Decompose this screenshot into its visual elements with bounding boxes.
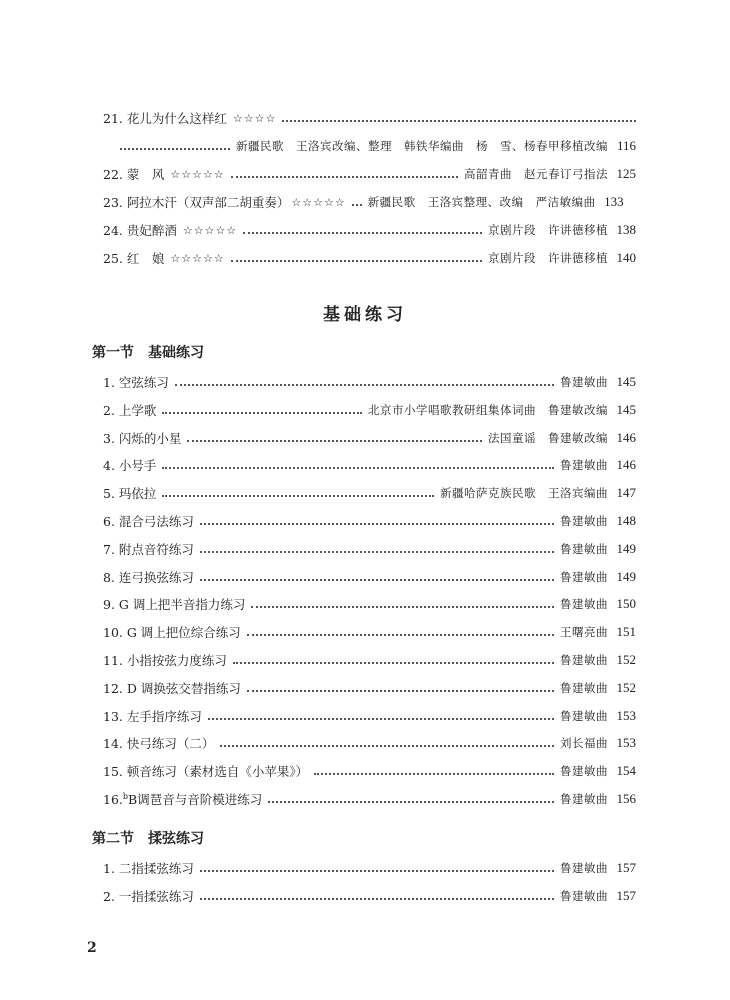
page-ref: 146 <box>616 429 636 445</box>
difficulty-stars: ☆☆☆☆☆ <box>182 223 238 237</box>
toc-entry <box>103 789 636 809</box>
toc-entry <box>103 567 636 587</box>
page-ref: 154 <box>616 763 636 779</box>
entry-title: 24. 贵妃醉酒 <box>103 223 177 238</box>
page-ref: 146 <box>616 457 636 473</box>
toc-entry <box>103 594 636 614</box>
entry-source: 刘长福曲 <box>560 736 608 751</box>
part-heading: 基础练习 <box>323 305 407 325</box>
entry-source: 鲁建敏曲 <box>560 708 608 723</box>
dot-leader <box>162 412 362 414</box>
entry-source: 鲁建敏曲 <box>560 680 608 695</box>
entry-source: 新疆民歌 王洛宾整理、改编 严洁敏编曲 <box>367 195 596 209</box>
entry-title: 1. 空弦练习 <box>103 375 169 390</box>
entry-title: 4. 小号手 <box>103 458 157 474</box>
dot-leader <box>175 384 554 386</box>
entry-title: 23. 阿拉木汗（双声部二胡重奏） <box>103 195 290 210</box>
dot-leader <box>162 495 434 497</box>
dot-leader <box>200 551 554 553</box>
entry-title: 14. 快弓练习（二） <box>103 736 215 752</box>
entry-source: 鲁建敏曲 <box>560 653 608 667</box>
entry-title: 15. 顿音练习（素材选自《小苹果》） <box>103 764 309 780</box>
dot-leader <box>352 204 362 206</box>
entry-source: 鲁建敏曲 <box>560 375 608 389</box>
entry-source: 鲁建敏曲 <box>560 764 608 779</box>
page-ref: 148 <box>616 513 636 528</box>
page-ref: 152 <box>616 679 636 695</box>
toc-entry <box>103 455 636 475</box>
entry-title: 9. G 调上把半音指力练习 <box>103 597 246 613</box>
toc-entry <box>103 886 636 906</box>
entry-source: 鲁建敏曲 <box>560 569 608 584</box>
entry-source: 京剧片段 许讲德移植 <box>488 223 608 237</box>
dot-leader <box>268 801 554 803</box>
section-heading: 第二节 揉弦练习 <box>92 831 204 847</box>
toc-entry <box>103 650 636 670</box>
entry-title: 2. 上学歌 <box>103 402 157 418</box>
toc-entry <box>103 192 636 212</box>
entry-title: 11. 小指按弦力度练习 <box>103 653 227 668</box>
entry-title: 13. 左手指序练习 <box>103 708 202 724</box>
page-ref: 125 <box>616 166 636 181</box>
toc-entry <box>103 400 636 420</box>
difficulty-stars: ☆☆☆☆ <box>232 111 277 125</box>
difficulty-stars: ☆☆☆☆☆ <box>291 195 346 209</box>
entry-source: 北京市小学唱歌教研组集体词曲 鲁建敏改编 <box>368 402 608 417</box>
key-letter: B <box>128 792 138 807</box>
entry-title <box>103 790 262 808</box>
toc-entry <box>103 706 636 726</box>
entry-title: 25. 红 娘 <box>103 251 165 266</box>
toc-entry <box>103 733 636 753</box>
dot-leader <box>247 634 554 636</box>
entry-source: 鲁建敏曲 <box>560 597 608 612</box>
dot-leader <box>314 773 554 775</box>
page-number: 2 <box>87 940 97 956</box>
entry-source: 鲁建敏曲 <box>560 541 608 556</box>
entry-title: 21. 花儿为什么这样红 <box>103 111 227 126</box>
section-heading: 第一节 基础练习 <box>92 345 204 361</box>
page-ref: 157 <box>616 860 636 875</box>
page-ref: 156 <box>616 791 636 806</box>
entry-source: 新疆哈萨克族民歌 王洛宾编曲 <box>440 486 608 501</box>
toc-entry <box>103 164 636 184</box>
toc-entry <box>103 372 636 392</box>
toc-entry <box>103 511 636 531</box>
entry-title: 3. 闪烁的小星 <box>103 430 182 446</box>
toc-entry <box>103 622 636 642</box>
entry-title: 2. 一指揉弦练习 <box>103 889 194 904</box>
dot-leader <box>200 523 554 525</box>
entry-title-text: 调琶音与音阶模进练习 <box>137 792 263 807</box>
entry-source: 京剧片段 许讲德移植 <box>488 251 608 265</box>
page-ref: 149 <box>616 540 636 556</box>
dot-leader <box>243 232 482 234</box>
page-ref: 149 <box>616 568 636 584</box>
page-ref: 116 <box>616 138 636 153</box>
entry-source: 王曙亮曲 <box>560 625 608 640</box>
entry-source: 鲁建敏曲 <box>560 889 608 903</box>
dot-leader <box>120 148 230 150</box>
page-ref: 145 <box>616 401 636 417</box>
dot-leader <box>231 176 458 178</box>
dot-leader <box>251 606 554 608</box>
page-ref: 133 <box>604 194 624 209</box>
entry-source: 鲁建敏曲 <box>560 861 608 875</box>
entry-title: 12. D 调换弦交替指练习 <box>103 680 241 696</box>
toc-entry <box>103 858 636 878</box>
dot-leader <box>200 870 554 872</box>
toc-entry <box>103 678 636 698</box>
entry-title: 5. 玛依拉 <box>103 486 157 502</box>
dot-leader <box>231 260 482 262</box>
toc-entry <box>103 220 636 240</box>
entry-title: 6. 混合弓法练习 <box>103 514 194 529</box>
page-ref: 152 <box>616 652 636 667</box>
entry-title: 8. 连弓换弦练习 <box>103 569 194 585</box>
page-ref: 138 <box>616 222 636 237</box>
entry-title: 10. G 调上把位综合练习 <box>103 625 241 641</box>
toc-entry <box>103 428 636 448</box>
page-ref: 145 <box>616 374 636 389</box>
dot-leader <box>200 898 554 900</box>
entry-title: 7. 附点音符练习 <box>103 541 194 557</box>
dot-leader <box>208 718 554 720</box>
difficulty-stars: ☆☆☆☆☆ <box>170 167 225 181</box>
entry-source: 高韶青曲 赵元春订弓指法 <box>464 167 608 181</box>
dot-leader <box>187 440 482 442</box>
dot-leader <box>233 662 554 664</box>
dot-leader <box>282 120 636 122</box>
toc-entry <box>103 761 636 781</box>
toc-entry-continuation <box>120 136 636 156</box>
page-ref: 150 <box>616 596 636 612</box>
entry-number: 16. <box>103 792 123 807</box>
entry-source: 鲁建敏曲 <box>560 458 608 473</box>
page-ref: 153 <box>616 735 636 751</box>
toc-entry <box>103 248 636 268</box>
entry-source: 法国童谣 鲁建敏改编 <box>488 430 608 445</box>
page-ref: 157 <box>616 888 636 903</box>
toc-entry <box>103 539 636 559</box>
entry-source: 鲁建敏曲 <box>560 792 608 806</box>
page-ref: 140 <box>616 250 636 265</box>
dot-leader <box>247 690 554 692</box>
flat-sign: b <box>122 791 129 801</box>
page-ref: 151 <box>616 624 636 640</box>
toc-entry <box>103 483 636 503</box>
dot-leader <box>220 745 554 747</box>
dot-leader <box>162 467 554 469</box>
page-ref: 147 <box>616 485 636 501</box>
page-ref: 153 <box>616 707 636 723</box>
difficulty-stars: ☆☆☆☆☆ <box>170 251 225 265</box>
entry-source: 鲁建敏曲 <box>560 514 608 528</box>
entry-title: 22. 蒙 风 <box>103 167 165 182</box>
entry-source: 新疆民歌 王洛宾改编、整理 韩铁华编曲 杨 雪、杨春甲移植改编 <box>236 139 608 153</box>
entry-title: 1. 二指揉弦练习 <box>103 861 194 876</box>
dot-leader <box>200 579 554 581</box>
toc-entry <box>103 108 636 128</box>
